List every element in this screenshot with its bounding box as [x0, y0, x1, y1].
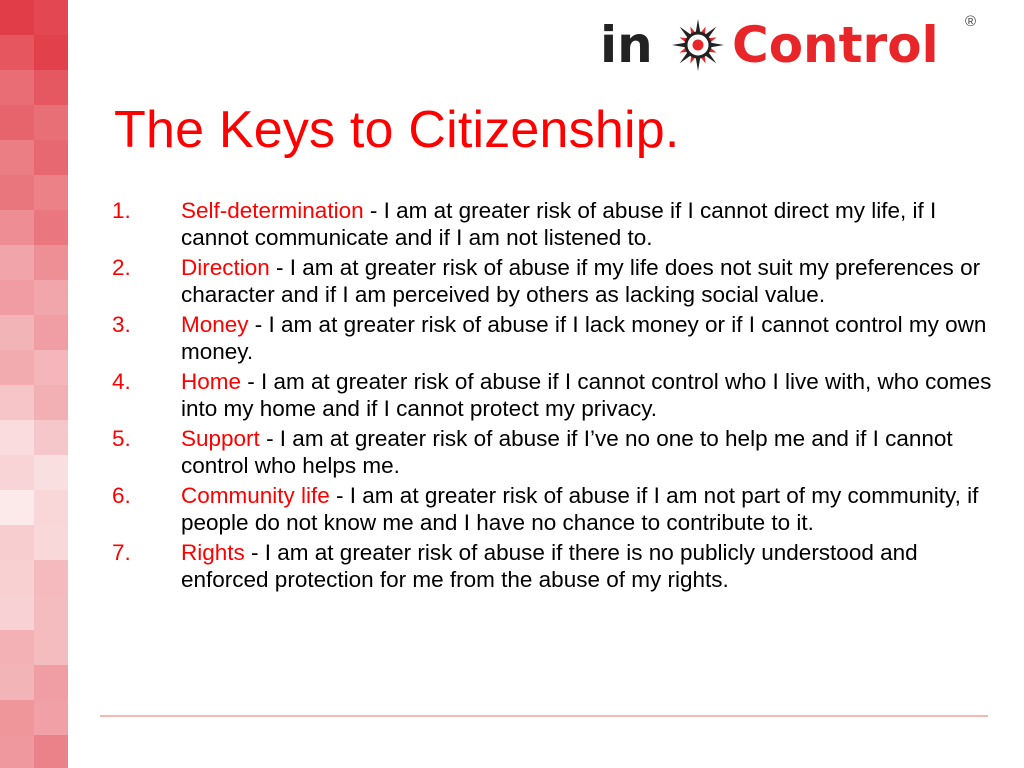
mosaic-tile: [0, 595, 34, 630]
mosaic-tile: [0, 560, 34, 595]
mosaic-tile: [0, 35, 34, 70]
mosaic-tile: [34, 210, 68, 245]
key-description: - I am at greater risk of abuse if I cannot direct my life, if I cannot communicate and if I am not listened to.: [181, 198, 937, 250]
mosaic-tile: [34, 35, 68, 70]
compass-sun-icon: [672, 19, 724, 71]
mosaic-tile: [0, 490, 34, 525]
list-number: 6.: [112, 483, 131, 508]
mosaic-tile: [0, 525, 34, 560]
registered-mark: ®: [965, 13, 977, 30]
mosaic-tile: [34, 455, 68, 490]
list-number: 4.: [112, 369, 131, 394]
key-description: - I am at greater risk of abuse if there is no publicly understood and enforced protection for me from the abuse of my rights.: [181, 540, 918, 592]
key-term: Direction: [181, 255, 270, 280]
key-description: - I am at greater risk of abuse if I am not part of my community, if people do not know me and I have no chance to contribute to it.: [181, 483, 979, 535]
mosaic-tile: [0, 245, 34, 280]
mosaic-tile: [0, 700, 34, 735]
mosaic-tile: [0, 210, 34, 245]
mosaic-tile: [0, 0, 34, 35]
mosaic-tile: [34, 525, 68, 560]
mosaic-tile: [34, 245, 68, 280]
mosaic-tile: [34, 420, 68, 455]
key-description: - I am at greater risk of abuse if my life does not suit my preferences or character and if I am perceived by others as lacking social value.: [181, 255, 981, 307]
mosaic-tile: [34, 315, 68, 350]
key-description: - I am at greater risk of abuse if I lack money or if I cannot control my own money.: [181, 312, 987, 364]
key-description: - I am at greater risk of abuse if I’ve no one to help me and if I cannot control who helps me.: [181, 426, 953, 478]
slide-title: The Keys to Citizenship.: [114, 101, 680, 159]
mosaic-tile: [0, 630, 34, 665]
list-item-money: [112, 312, 992, 365]
mosaic-tile: [34, 70, 68, 105]
key-term: Community life: [181, 483, 330, 508]
key-description: - I am at greater risk of abuse if I cannot control who I live with, who comes into my home and if I cannot protect my privacy.: [181, 369, 992, 421]
list-number: 2.: [112, 255, 131, 280]
incontrol-logo: [598, 12, 1008, 78]
mosaic-tile: [0, 175, 34, 210]
list-number: 3.: [112, 312, 131, 337]
mosaic-tile: [34, 665, 68, 700]
list-item-self-determination: [112, 198, 992, 251]
mosaic-tile: [0, 105, 34, 140]
incontrol-logo-graphic: [598, 12, 1008, 78]
mosaic-tile: [0, 280, 34, 315]
mosaic-tile: [0, 315, 34, 350]
decorative-side-mosaic: [0, 0, 68, 768]
mosaic-tile: [34, 385, 68, 420]
logo-text-in: in: [600, 16, 653, 74]
mosaic-tile: [34, 560, 68, 595]
mosaic-tile: [34, 490, 68, 525]
mosaic-tile: [34, 630, 68, 665]
mosaic-tile: [34, 280, 68, 315]
key-term: Rights: [181, 540, 245, 565]
mosaic-tile: [0, 420, 34, 455]
mosaic-tile: [34, 700, 68, 735]
list-item-community-life: [112, 483, 992, 536]
mosaic-tile: [34, 0, 68, 35]
mosaic-tile: [34, 595, 68, 630]
mosaic-tile: [0, 70, 34, 105]
mosaic-tile: [0, 735, 34, 768]
key-term: Support: [181, 426, 260, 451]
mosaic-tile: [0, 350, 34, 385]
footer-divider: [100, 715, 988, 717]
mosaic-tile: [34, 175, 68, 210]
mosaic-tile: [34, 350, 68, 385]
mosaic-tile: [0, 455, 34, 490]
key-term: Home: [181, 369, 242, 394]
logo-text-control: Control: [732, 16, 939, 74]
list-number: 1.: [112, 198, 131, 223]
list-item-rights: [112, 540, 992, 593]
list-number: 7.: [112, 540, 131, 565]
key-term: Money: [181, 312, 249, 337]
list-item-support: [112, 426, 992, 479]
list-item-home: [112, 369, 992, 422]
list-item-direction: [112, 255, 992, 308]
mosaic-tile: [34, 105, 68, 140]
key-term: Self-determination: [181, 198, 364, 223]
mosaic-tile: [34, 735, 68, 768]
mosaic-tile: [34, 140, 68, 175]
mosaic-tile: [0, 385, 34, 420]
mosaic-tile: [0, 140, 34, 175]
mosaic-tile: [0, 665, 34, 700]
keys-list: [112, 198, 992, 597]
list-number: 5.: [112, 426, 131, 451]
